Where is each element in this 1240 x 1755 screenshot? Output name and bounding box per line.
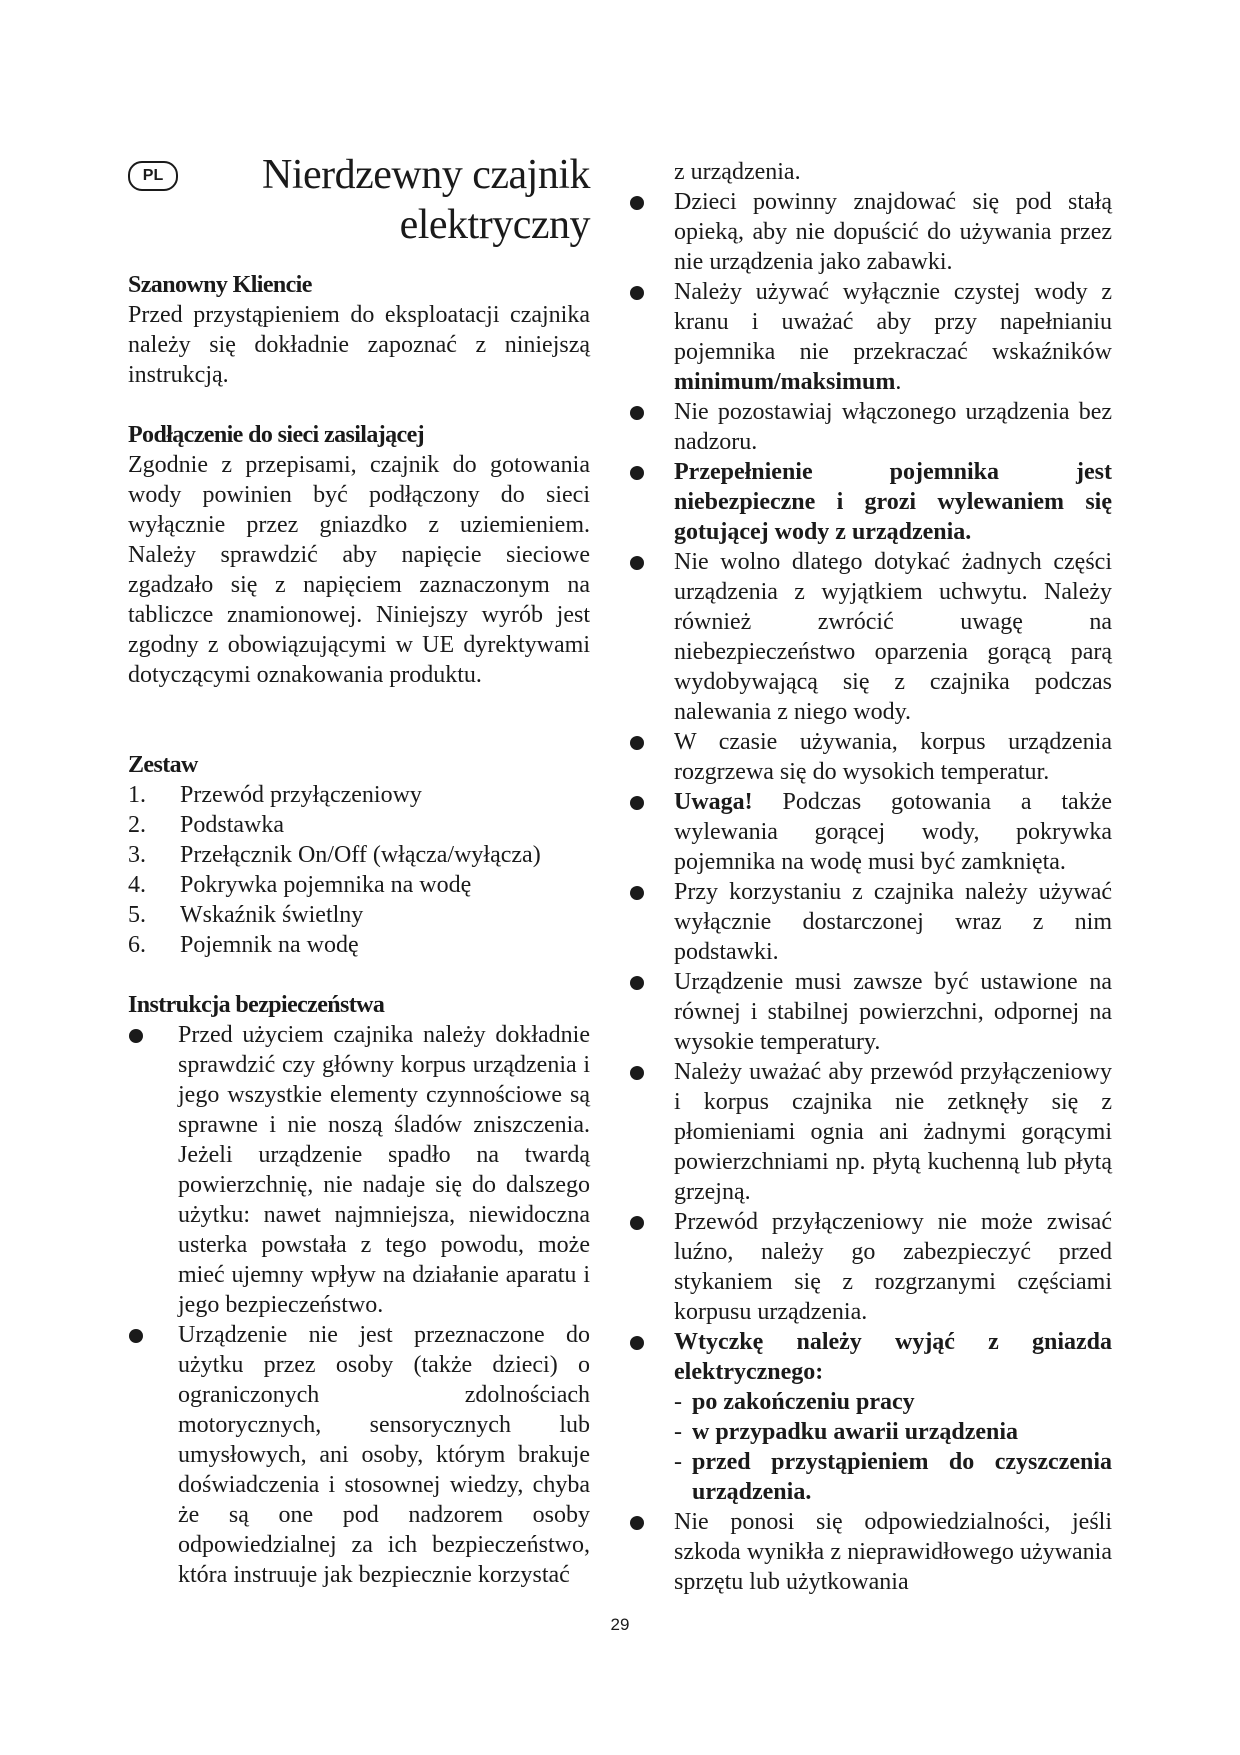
intro-section — [128, 270, 590, 390]
kit-item-number: 4. — [128, 872, 146, 898]
safety-section-left — [128, 990, 590, 1590]
intro-heading: Szanowny Kliencie — [128, 272, 312, 298]
overfill-warning: Przepełnienie pojemnika jest niebezpieczne i grozi wylewaniem się gotującej wody z urządzenia. — [674, 459, 1112, 545]
list-item — [128, 810, 590, 840]
unplug-case-text: w przypadku awarii urządzenia — [692, 1419, 1019, 1445]
unplug-case-text: przed przystąpieniem do czyszczenia urządzenia. — [692, 1449, 1112, 1505]
list-item — [674, 1387, 1112, 1417]
list-item: W czasie używania, korpus urządzenia rozgrzewa się do wysokich temperatur. — [640, 727, 1112, 787]
unplug-cases — [674, 1387, 1112, 1507]
list-item — [128, 780, 590, 810]
kit-item-label: Przełącznik On/Off (włącza/wyłącza) — [180, 842, 541, 868]
list-item: Przewód przyłączeniowy nie może zwisać luźno, należy go zabezpieczyć przed stykaniem się z rozgrzanymi częściami korpusu urządzenia. — [640, 1207, 1112, 1327]
kit-heading: Zestaw — [128, 752, 198, 778]
safety-heading: Instrukcja bezpieczeństwa — [128, 992, 385, 1018]
unplug-heading: Wtyczkę należy wyjąć z gniazda elektrycznego: — [674, 1329, 1112, 1385]
list-item — [128, 870, 590, 900]
list-item — [640, 1327, 1112, 1507]
page-title — [200, 150, 590, 250]
list-item — [128, 900, 590, 930]
list-item — [128, 840, 590, 870]
list-item: Urządzenie musi zawsze być ustawione na równej i stabilnej powierzchni, odpornej na wysokie temperatury. — [640, 967, 1112, 1057]
dash-marker: - — [674, 1389, 682, 1415]
dash-marker: - — [674, 1419, 682, 1445]
kit-item-label: Podstawka — [180, 812, 284, 838]
kit-list — [128, 780, 590, 960]
list-item — [640, 787, 1112, 877]
power-text: Zgodnie z przepisami, czajnik do gotowania wody powinien być podłączony do sieci wyłącznie przez gniazdko z uziemieniem. Należy sprawdzić aby napięcie sieciowe zgadzało się z napięciem zaznaczonym na tabliczce znamionowej. Niniejszy wyrób jest zgodny z obowiązującymi w UE dyrektywami dotyczącymi oznakowania produktu. — [128, 452, 590, 688]
list-item: Dzieci powinny znajdować się pod stałą opieką, aby nie dopuścić do używania przez nie urządzenia jako zabawki. — [640, 187, 1112, 277]
lid-warning-label: Uwaga! — [674, 789, 753, 815]
kit-item-label: Pokrywka pojemnika na wodę — [180, 872, 472, 898]
lang-badge: PL — [128, 161, 178, 191]
water-bold-text: minimum/maksimum — [674, 369, 896, 395]
dash-marker: - — [674, 1449, 682, 1475]
list-item: Nie ponosi się odpowiedzialności, jeśli szkoda wynikła z nieprawidłowego używania sprzętu lub użytkowania — [640, 1507, 1112, 1597]
kit-item-label: Pojemnik na wodę — [180, 932, 359, 958]
kit-section — [128, 750, 590, 960]
water-text: Należy używać wyłącznie czystej wody z kranu i uważać aby przy napełnianiu pojemnika nie przekraczać wskaźników — [674, 279, 1112, 365]
list-item — [128, 930, 590, 960]
water-end: . — [895, 369, 902, 395]
kit-item-number: 1. — [128, 782, 146, 808]
unplug-case-text: po zakończeniu pracy — [692, 1389, 915, 1415]
title-line-1: Nierdzewny czajnik — [261, 152, 590, 198]
safety-list-right — [640, 187, 1112, 1597]
kit-item-label: Przewód przyłączeniowy — [180, 782, 422, 808]
list-item: Przy korzystaniu z czajnika należy używać wyłącznie dostarczonej wraz z nim podstawki. — [640, 877, 1112, 967]
lid-warning-text: Podczas gotowania a także wylewania gorącej wody, pokrywka pojemnika na wodę musi być zamknięta. — [674, 789, 1112, 875]
continuation-text: z urządzenia. — [674, 159, 801, 185]
kit-item-number: 6. — [128, 932, 146, 958]
safety-section-right — [640, 157, 1112, 1597]
kit-item-number: 5. — [128, 902, 146, 928]
list-item: Przed użyciem czajnika należy dokładnie sprawdzić czy główny korpus urządzenia i jego wszystkie elementy czynnościowe są sprawne i nie noszą śladów zniszczenia. Jeżeli urządzenie spadło na twardą powierzchnię, nie nadaje się do dalszego użytku: nawet najmniejsza, niewidoczna usterka powstała z tego powodu, może mieć ujemny wpływ na działanie aparatu i jego bezpieczeństwo. — [128, 1020, 590, 1320]
list-item — [674, 1417, 1112, 1447]
power-heading: Podłączenie do sieci zasilającej — [128, 422, 425, 448]
title-line-2: elektryczny — [399, 202, 590, 248]
power-section — [128, 420, 590, 690]
safety-list-left — [128, 1020, 590, 1590]
page-number: 29 — [610, 1615, 630, 1634]
list-item: Należy uważać aby przewód przyłączeniowy i korpus czajnika nie zetknęły się z płomieniami ognia ani żadnymi gorącymi powierzchniami np. płytą kuchenną lub płytą grzejną. — [640, 1057, 1112, 1207]
list-item: Nie wolno dlatego dotykać żadnych części urządzenia z wyjątkiem uchwytu. Należy również zwrócić uwagę na niebezpieczeństwo oparzenia gorącą parą wydobywającą się z czajnika podczas nalewania z niego wody. — [640, 547, 1112, 727]
list-item — [674, 1447, 1112, 1507]
list-item — [640, 277, 1112, 397]
kit-item-label: Wskaźnik świetlny — [180, 902, 364, 928]
list-item: Nie pozostawiaj włączonego urządzenia bez nadzoru. — [640, 397, 1112, 457]
list-item — [640, 457, 1112, 547]
intro-text: Przed przystąpieniem do eksploatacji czajnika należy się dokładnie zapoznać z niniejszą instrukcją. — [128, 302, 590, 388]
kit-item-number: 3. — [128, 842, 146, 868]
kit-item-number: 2. — [128, 812, 146, 838]
list-item: Urządzenie nie jest przeznaczone do użytku przez osoby (także dzieci) o ograniczonych zdolnościach motorycznych, sensorycznych lub umysłowych, ani osoby, którym brakuje doświadczenia i stosownej wiedzy, chyba że są one pod nadzorem osoby odpowiedzialnej za ich bezpieczeństwo, która instruuje jak bezpiecznie korzystać — [128, 1320, 590, 1590]
